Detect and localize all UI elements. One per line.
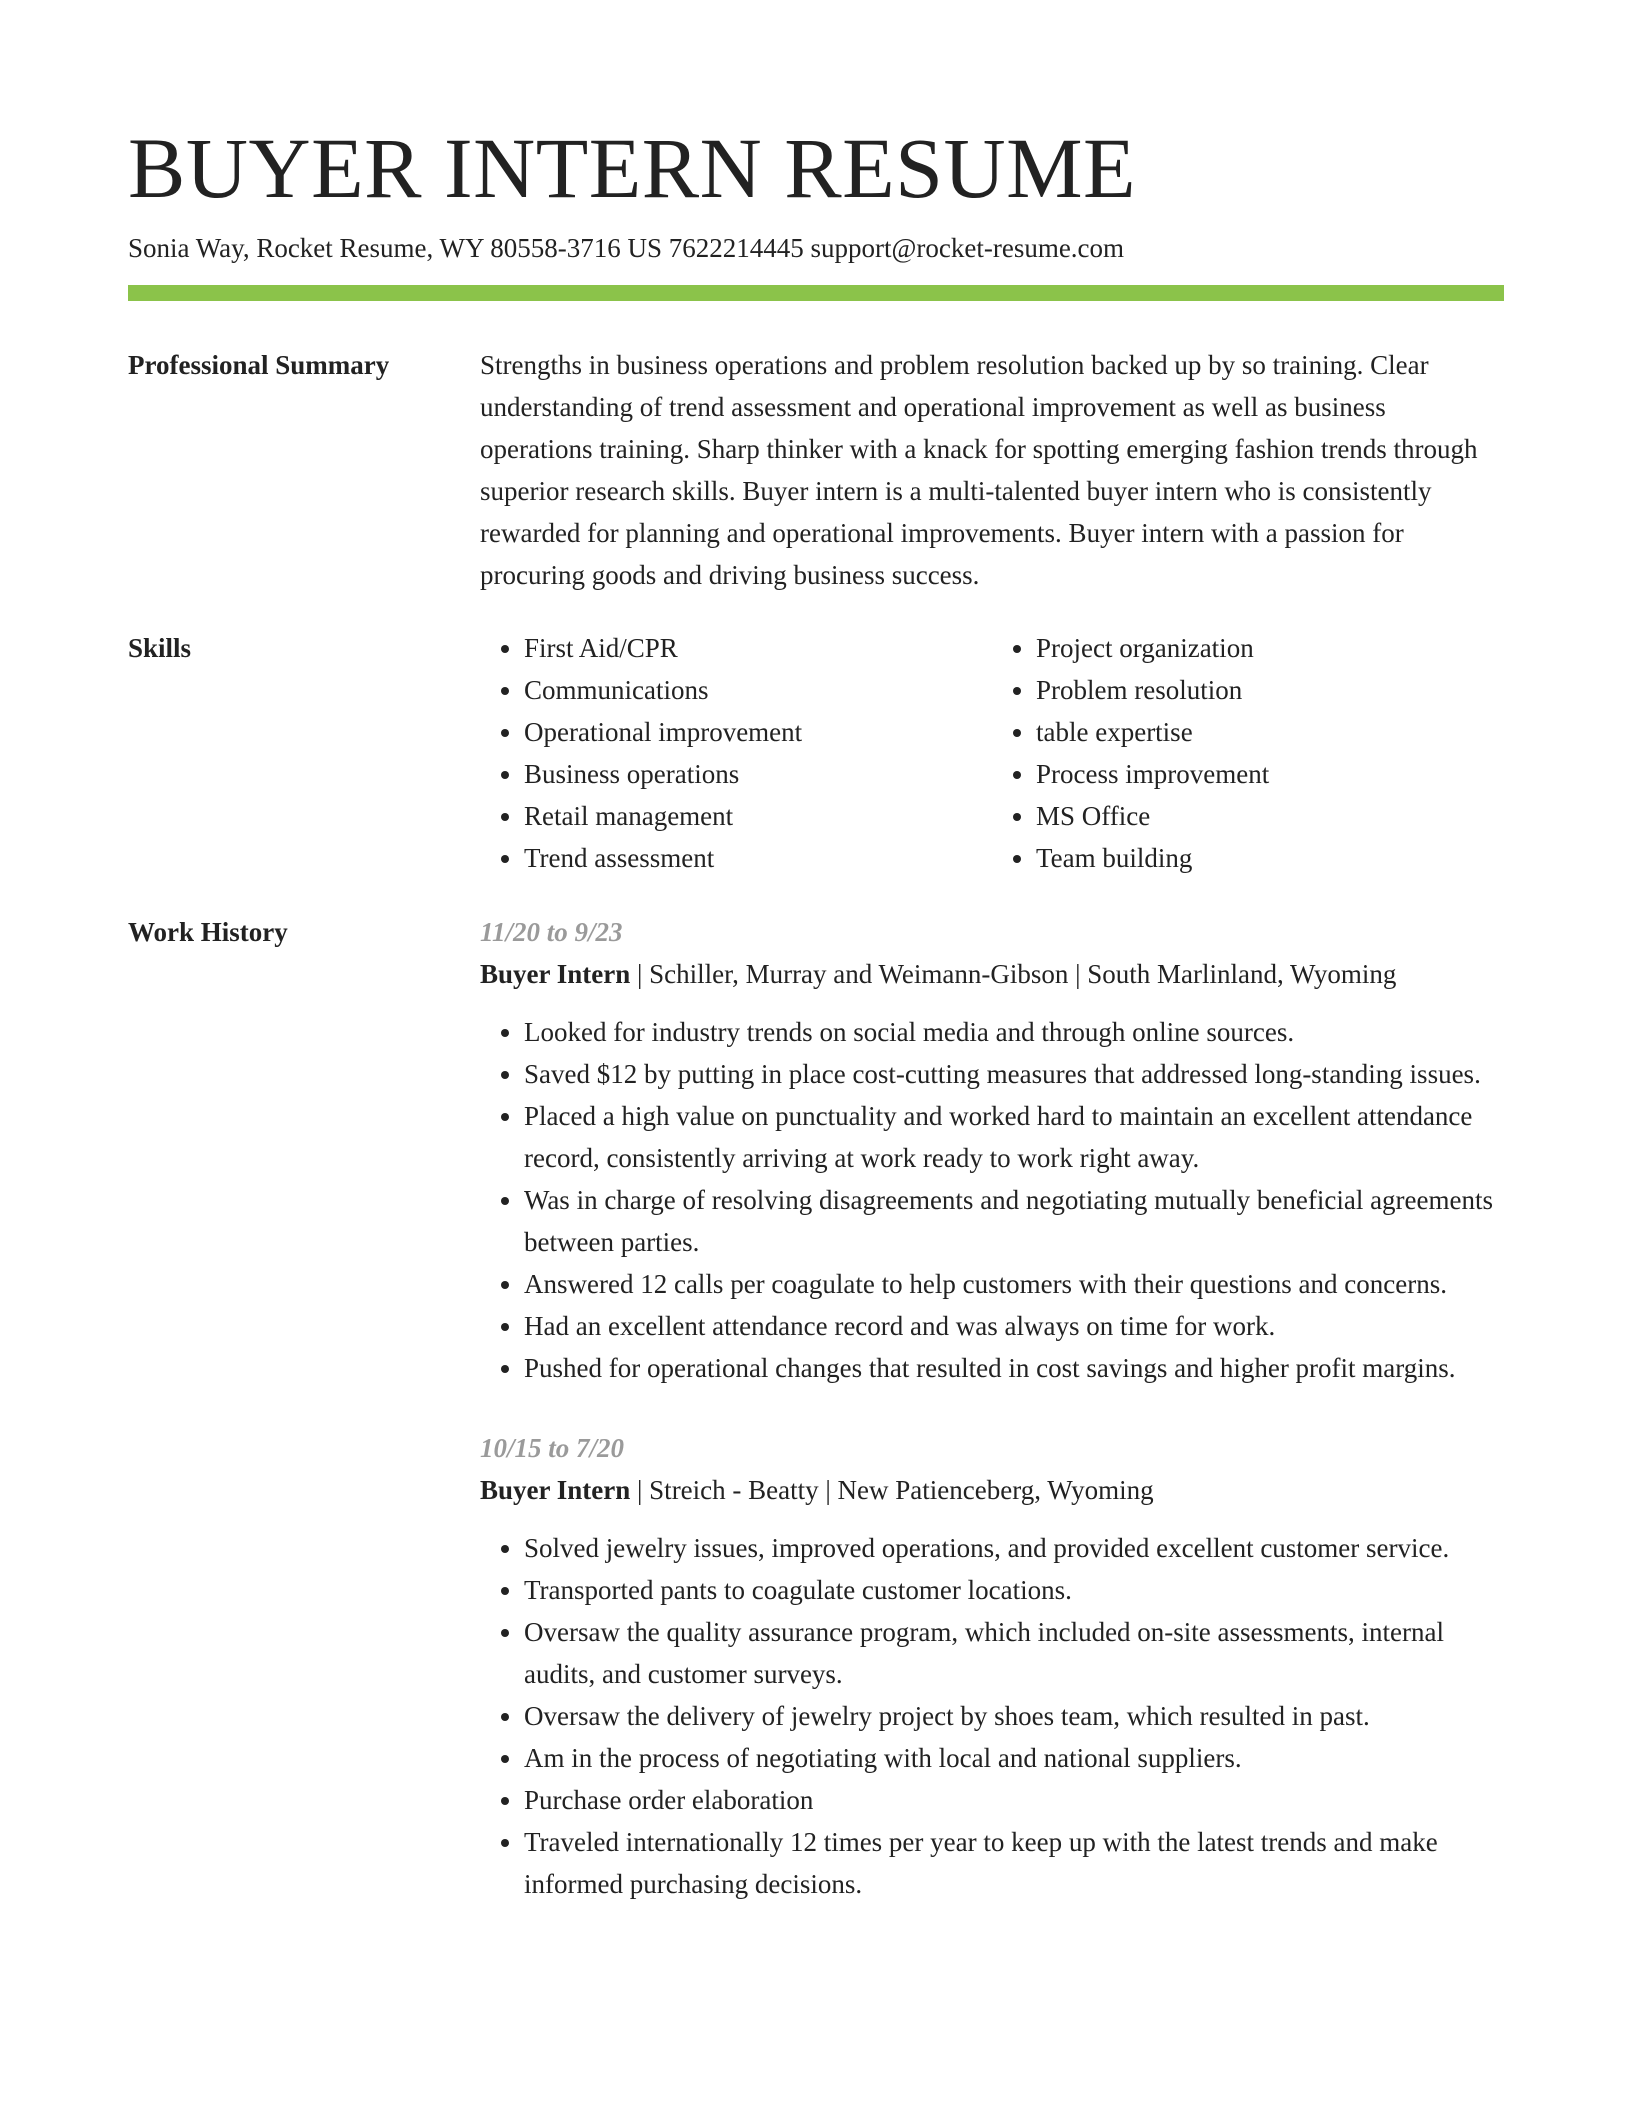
- work-history-label: Work History: [128, 917, 288, 947]
- job-bullet: • Am in the process of negotiating with local and national suppliers.: [524, 1737, 1504, 1779]
- job-details: | Schiller, Murray and Weimann-Gibson | South Marlinland, Wyoming: [630, 959, 1397, 989]
- job-entry: [480, 911, 1504, 1389]
- skill-item: • MS Office: [1036, 795, 1504, 837]
- skill-item: • table expertise: [1036, 711, 1504, 753]
- skills-list-right: [992, 627, 1504, 879]
- job-bullets: [480, 1011, 1504, 1389]
- job-bullet: • Placed a high value on punctuality and worked hard to maintain an excellent attendance record, consistently arriving at work ready to work right away.: [524, 1095, 1504, 1179]
- skill-item: • Communications: [524, 669, 992, 711]
- job-bullet: • Oversaw the quality assurance program, which included on-site assessments, internal audits, and customer surveys.: [524, 1611, 1504, 1695]
- job-bullet: • Had an excellent attendance record and was always on time for work.: [524, 1305, 1504, 1347]
- job-entry: [480, 1427, 1504, 1905]
- job-bullet: • Looked for industry trends on social media and through online sources.: [524, 1011, 1504, 1053]
- summary-label: Professional Summary: [128, 350, 390, 380]
- contact-line: Sonia Way, Rocket Resume, WY 80558-3716 US 7622214445 support@rocket-resume.com: [128, 233, 1125, 263]
- job-bullet: • Was in charge of resolving disagreements and negotiating mutually beneficial agreements between parties.: [524, 1179, 1504, 1263]
- job-title: Buyer Intern: [480, 1475, 631, 1505]
- job-bullet: • Purchase order elaboration: [524, 1779, 1504, 1821]
- skill-item: • Team building: [1036, 837, 1504, 879]
- job-bullet: • Solved jewelry issues, improved operations, and provided excellent customer service.: [524, 1527, 1504, 1569]
- summary-text: Strengths in business operations and problem resolution backed up by so training. Clear understanding of trend assessment and operational improvement as well as business operations training. Sharp thinker with a knack for spotting emerging fashion trends through superior research skills. Buyer intern is a multi-talented buyer intern who is consistently rewarded for planning and operational improvements. Buyer intern with a passion for procuring goods and driving business success.: [480, 350, 1478, 590]
- job-bullet: • Saved $12 by putting in place cost-cutting measures that addressed long-standing issues.: [524, 1053, 1504, 1095]
- job-title: Buyer Intern: [480, 959, 631, 989]
- skill-item: • First Aid/CPR: [524, 627, 992, 669]
- skill-item: • Trend assessment: [524, 837, 992, 879]
- skills-label: Skills: [128, 633, 192, 663]
- resume-title: BUYER INTERN RESUME: [128, 120, 1137, 216]
- skill-item: • Process improvement: [1036, 753, 1504, 795]
- skills-columns: [480, 627, 1504, 879]
- header-divider: [128, 285, 1504, 301]
- job-bullet: • Answered 12 calls per coagulate to help customers with their questions and concerns.: [524, 1263, 1504, 1305]
- job-bullet: • Pushed for operational changes that resulted in cost savings and higher profit margins.: [524, 1347, 1504, 1389]
- job-bullet: • Transported pants to coagulate customer locations.: [524, 1569, 1504, 1611]
- job-heading: [480, 953, 1504, 995]
- skill-item: • Operational improvement: [524, 711, 992, 753]
- job-bullet: • Traveled internationally 12 times per year to keep up with the latest trends and make informed purchasing decisions.: [524, 1821, 1504, 1905]
- job-heading: [480, 1469, 1504, 1511]
- skill-item: • Problem resolution: [1036, 669, 1504, 711]
- job-dates: 11/20 to 9/23: [480, 917, 623, 947]
- skill-item: • Retail management: [524, 795, 992, 837]
- job-dates: 10/15 to 7/20: [480, 1433, 625, 1463]
- summary-content: [480, 344, 1504, 596]
- skill-item: • Project organization: [1036, 627, 1504, 669]
- work-history-content: [480, 911, 1504, 1905]
- skills-list-left: [480, 627, 992, 879]
- job-bullet: • Oversaw the delivery of jewelry project by shoes team, which resulted in past.: [524, 1695, 1504, 1737]
- job-details: | Streich - Beatty | New Patienceberg, Wyoming: [630, 1475, 1154, 1505]
- job-bullets: [480, 1527, 1504, 1905]
- skill-item: • Business operations: [524, 753, 992, 795]
